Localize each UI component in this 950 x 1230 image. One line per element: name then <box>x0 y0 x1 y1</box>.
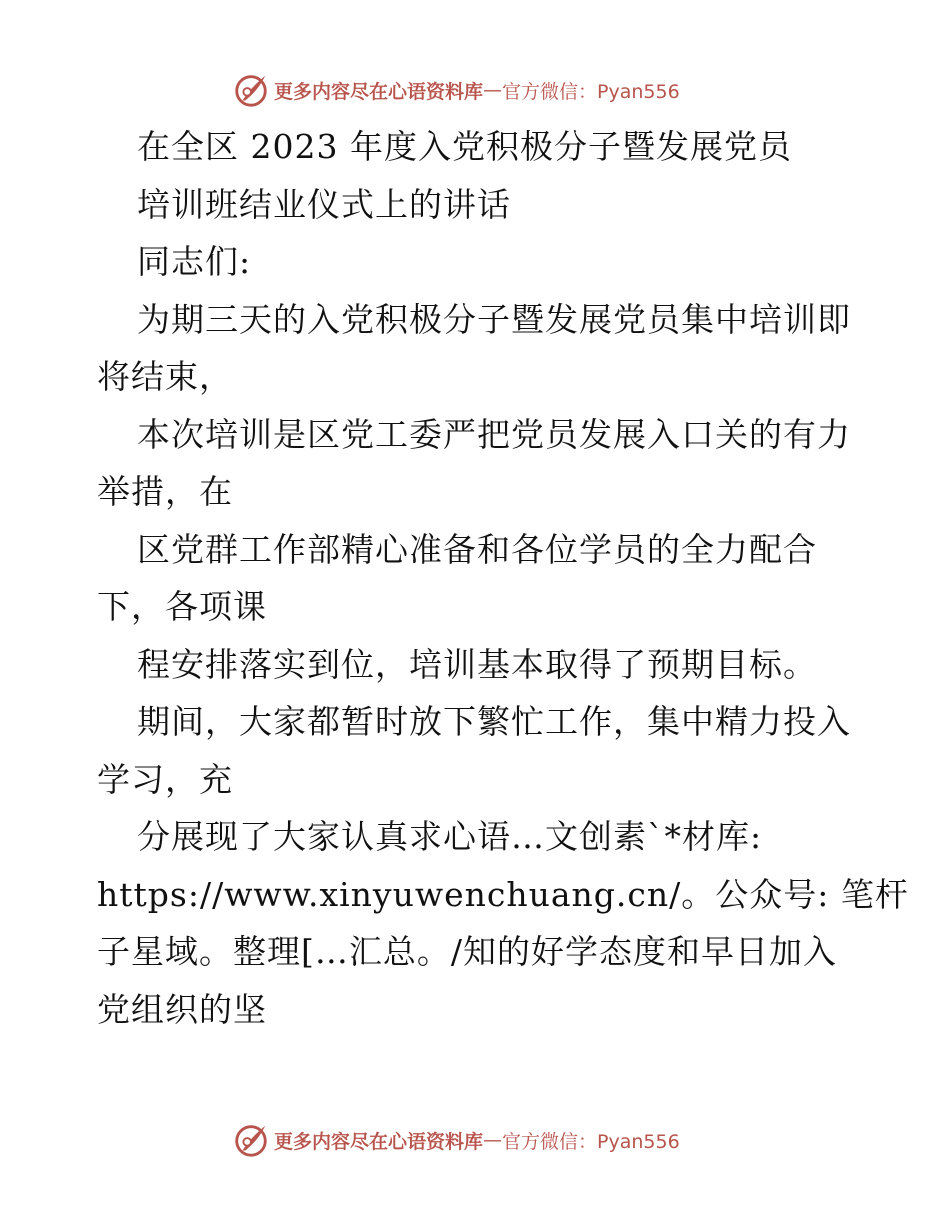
watermark-wechat: 官方微信：Pyan556 <box>502 80 680 103</box>
paragraph-line: 将结束， <box>97 357 233 396</box>
watermark-text: 更多内容尽在心语资料库 <box>274 1130 484 1153</box>
paragraph-line: 分展现了大家认真求心语…文创素`*材库: <box>137 817 763 856</box>
paragraph-line-url: https://www.xinyuwenchuang.cn/。公众号: 笔杆 <box>97 874 909 914</box>
paragraph-line: 举措，在 <box>97 472 233 511</box>
quill-logo-icon <box>232 1121 270 1159</box>
paragraph-line: 学习，充 <box>97 759 233 799</box>
watermark-banner-bottom <box>232 1120 680 1160</box>
paragraph-line: 下，各项课 <box>97 587 267 626</box>
paragraph-line: 本次培训是区党工委严把党员发展入口关的有力 <box>137 414 851 454</box>
watermark-wechat: 官方微信：Pyan556 <box>502 1130 680 1153</box>
watermark-dash: — <box>483 79 503 101</box>
title-line-2: 培训班结业仪式上的讲话 <box>137 184 511 224</box>
paragraph-line: 党组织的坚 <box>97 989 267 1029</box>
watermark-banner-top <box>232 70 680 110</box>
watermark-dash: — <box>483 1129 503 1151</box>
watermark-text: 更多内容尽在心语资料库 <box>274 80 484 103</box>
title-line-1: 在全区 2023 年度入党积极分子暨发展党员 <box>137 127 792 166</box>
paragraph-line: 程安排落实到位，培训基本取得了预期目标。 <box>137 644 817 684</box>
paragraph-line: 区党群工作部精心准备和各位学员的全力配合 <box>137 529 817 569</box>
paragraph-line: 期间，大家都暂时放下繁忙工作，集中精力投入 <box>137 702 851 741</box>
document-body <box>97 118 909 1038</box>
quill-logo-icon <box>232 71 270 109</box>
salutation: 同志们: <box>137 242 252 281</box>
paragraph-line: 为期三天的入党积极分子暨发展党员集中培训即 <box>137 299 851 339</box>
paragraph-line: 子星域。整理[…汇总。/知的好学态度和早日加入 <box>97 932 837 971</box>
